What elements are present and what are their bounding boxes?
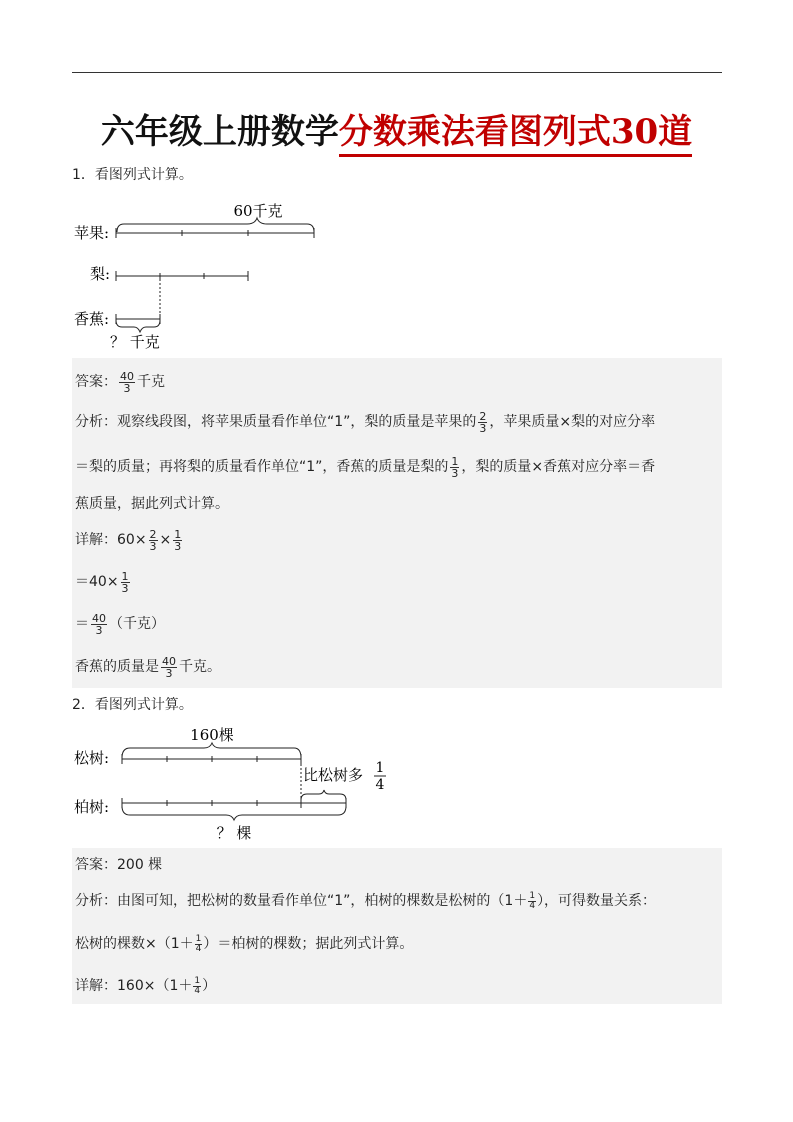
q1-analysis-frac-2-den: 3 [451,466,459,480]
q2-analysis-frac-2-num: 1 [195,933,202,944]
q1-answer-frac [119,371,135,394]
q1-detail-frac-1 [149,529,158,552]
q1-line-diagram [72,196,332,356]
q1-answer-frac-num: 40 [120,369,134,383]
q1-analysis-line-3: 蕉质量，据此列式计算。 [75,496,229,512]
q1-answer-frac-den: 3 [123,381,131,395]
q2-analysis-frac-1-den: 4 [529,900,536,911]
q1-detail-frac-2-den: 3 [174,539,182,553]
q1-total-label: 60千克 [233,202,283,220]
q1-analysis-text-d: ，梨的质量×香蕉对应分率＝香 [461,459,656,475]
q1-detail-line-1 [75,528,184,552]
q1-analysis-frac-1-num: 2 [479,409,487,423]
q2-analysis-frac-1 [528,892,536,911]
q2-answer: 答案：200 棵 [75,857,163,873]
header-rule [72,72,722,73]
q1-answer-label: 答案： [75,374,117,390]
title-part1: 六年级上册数学 [100,112,339,152]
question-2-label: 2．看图列式计算。 [72,697,193,713]
q1-step3-text-a: ＝ [75,616,89,632]
q2-extra-brace [301,790,346,800]
q1-analysis-frac-1-den: 3 [479,421,487,435]
q1-step3-frac [91,613,107,636]
q1-analysis-line-2 [75,455,655,479]
q1-conclusion-frac-num: 40 [162,654,176,668]
title-part2: 分数乘法看图列式30道 [339,112,692,157]
q2-analysis-frac-1-num: 1 [529,890,536,901]
q1-analysis-line-1 [75,410,655,434]
q1-conclusion-frac [161,656,177,679]
q2-detail-text-a: 详解：160×（1＋ [75,978,193,994]
q2-analysis-line-2 [75,932,413,956]
q2-bottom-brace [122,806,346,820]
q1-step3-text-b: （千克） [109,616,165,632]
q1-conclusion-frac-den: 3 [165,666,173,680]
q1-banana-label: 香蕉: [74,310,110,328]
q2-more-label: 比松树多 [303,766,364,784]
q1-unknown-label: ？ 千克 [110,333,160,351]
q2-analysis-text-a: 分析：由图可知，把松树的数量看作单位“1”，柏树的棵数是松树的（1＋ [75,893,528,909]
q2-analysis-text-d: ）＝柏树的棵数；据此列式计算。 [203,936,414,952]
q2-pine-label: 松树: [74,749,110,767]
q1-detail-frac-1-den: 3 [149,539,157,553]
q1-step2-text: ＝40× [75,574,119,590]
q1-answer-box [72,358,722,688]
q2-line-diagram [72,722,402,846]
q1-conclusion-text-b: 千克。 [179,659,221,675]
q2-unknown-label: ？ 棵 [216,824,252,842]
q2-top-brace [122,743,301,758]
question-1-label: 1．看图列式计算。 [72,167,193,183]
q1-detail-line-2 [75,570,132,594]
q1-analysis-frac-2 [450,456,459,479]
q1-top-brace [117,218,314,232]
q1-analysis-text-a: 分析：观察线段图，将苹果质量看作单位“1”，梨的质量是苹果的 [75,414,477,430]
q1-analysis-frac-2-num: 1 [451,454,459,468]
q2-detail-frac-den: 4 [194,985,201,996]
q2-detail-line [75,974,216,998]
q1-answer-unit: 千克 [137,374,165,390]
q2-analysis-text-c: 松树的棵数×（1＋ [75,936,194,952]
q1-detail-frac-1-num: 2 [149,527,157,541]
q1-step2-frac-num: 1 [121,569,129,583]
q1-analysis-text-c: ＝梨的质量；再将梨的质量看作单位“1”，香蕉的质量是梨的 [75,459,449,475]
q1-detail-frac-2 [173,529,182,552]
q2-detail-text-b: ） [202,978,217,994]
q2-analysis-frac-2 [195,935,203,954]
q2-analysis-text-b: ），可得数量关系： [537,893,657,909]
q2-detail-frac [193,977,201,996]
q1-detail-label: 详解：60× [75,532,147,548]
q1-conclusion-text-a: 香蕉的质量是 [75,659,159,675]
q1-step3-frac-den: 3 [95,623,103,637]
q1-analysis-text-b: ，苹果质量×梨的对应分率 [489,414,656,430]
page-title [0,104,793,153]
q1-step2-frac [121,571,130,594]
q1-pear-label: 梨: [90,265,111,283]
q1-conclusion [75,655,221,679]
q1-step2-frac-den: 3 [121,581,129,595]
q2-analysis-line-1 [75,889,656,913]
q2-more-frac-num: 1 [375,760,385,776]
q1-step3-frac-num: 40 [92,611,106,625]
q1-detail-line-3 [75,612,165,636]
q2-total-label: 160棵 [190,726,234,744]
q1-analysis-frac-1 [478,411,487,434]
q2-analysis-frac-2-den: 4 [195,943,202,954]
q1-apple-label: 苹果: [74,224,110,242]
q1-detail-frac-2-num: 1 [174,527,182,541]
q1-detail-times: × [159,532,172,548]
q1-bottom-brace [116,320,160,332]
q1-answer-line [75,370,165,394]
q2-cypress-label: 柏树: [74,798,110,816]
q2-detail-frac-num: 1 [194,975,201,986]
q2-more-frac-den: 4 [375,777,385,793]
